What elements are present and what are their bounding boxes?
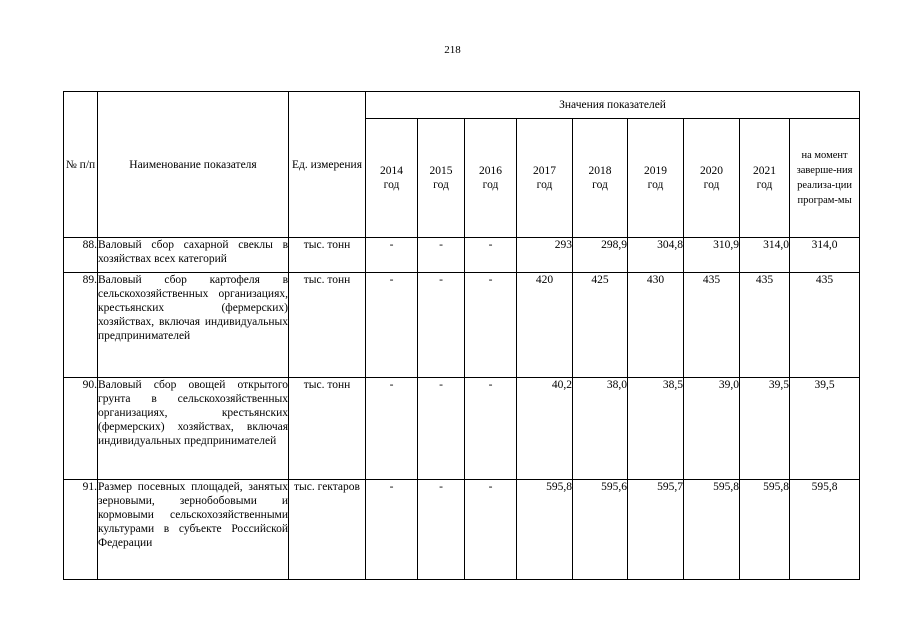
value-2017: 595,8 — [517, 480, 573, 580]
header-year-2018: 2018 год — [573, 119, 628, 238]
row-number: 88. — [64, 238, 98, 273]
value-2015: - — [418, 238, 465, 273]
indicator-name: Валовый сбор овощей открытого грунта в сельскохозяйственных организациях, крестьянских (фермерских) хозяйствах, включая индивидуальных предпринимателей — [98, 378, 289, 480]
indicator-unit: тыс. тонн — [289, 378, 366, 480]
header-year-2016: 2016 год — [465, 119, 517, 238]
table-row — [64, 480, 860, 580]
header-program-end: на момент заверше-ния реализа-ции програм-мы — [790, 119, 860, 238]
row-number: 91. — [64, 480, 98, 580]
value-2021: 595,8 — [740, 480, 790, 580]
value-program-end: 595,8 — [790, 480, 860, 580]
indicator-name: Валовый сбор картофеля в сельскохозяйственных организациях, крестьянских (фермерских) хозяйствах, включая индивидуальных предпринимателей — [98, 273, 289, 378]
value-2018: 425 — [573, 273, 628, 378]
indicators-table — [63, 91, 860, 580]
row-number: 90. — [64, 378, 98, 480]
value-2015: - — [418, 378, 465, 480]
header-num: № п/п — [64, 92, 98, 238]
value-2016: - — [465, 273, 517, 378]
value-program-end: 39,5 — [790, 378, 860, 480]
header-year-2020: 2020 год — [684, 119, 740, 238]
indicator-unit: тыс. гектаров — [289, 480, 366, 580]
header-values-group: Значения показателей — [366, 92, 860, 119]
value-2018: 595,6 — [573, 480, 628, 580]
value-2016: - — [465, 378, 517, 480]
value-2017: 293 — [517, 238, 573, 273]
value-2021: 39,5 — [740, 378, 790, 480]
value-2018: 38,0 — [573, 378, 628, 480]
value-2017: 40,2 — [517, 378, 573, 480]
value-2020: 435 — [684, 273, 740, 378]
header-year-2021: 2021 год — [740, 119, 790, 238]
value-2015: - — [418, 480, 465, 580]
table-row — [64, 238, 860, 273]
value-2014: - — [366, 378, 418, 480]
value-2015: - — [418, 273, 465, 378]
value-program-end: 314,0 — [790, 238, 860, 273]
header-year-2017: 2017 год — [517, 119, 573, 238]
value-2014: - — [366, 238, 418, 273]
indicator-unit: тыс. тонн — [289, 238, 366, 273]
value-2018: 298,9 — [573, 238, 628, 273]
value-2020: 39,0 — [684, 378, 740, 480]
header-year-2015: 2015 год — [418, 119, 465, 238]
value-2021: 435 — [740, 273, 790, 378]
header-year-2019: 2019 год — [628, 119, 684, 238]
value-2020: 310,9 — [684, 238, 740, 273]
value-2019: 430 — [628, 273, 684, 378]
value-2019: 595,7 — [628, 480, 684, 580]
table-row — [64, 378, 860, 480]
value-2019: 304,8 — [628, 238, 684, 273]
page-number: 218 — [444, 44, 461, 56]
indicator-unit: тыс. тонн — [289, 273, 366, 378]
value-2019: 38,5 — [628, 378, 684, 480]
value-2020: 595,8 — [684, 480, 740, 580]
value-2014: - — [366, 273, 418, 378]
header-name: Наименование показателя — [98, 92, 289, 238]
table-row — [64, 273, 860, 378]
value-2016: - — [465, 480, 517, 580]
value-2016: - — [465, 238, 517, 273]
value-program-end: 435 — [790, 273, 860, 378]
indicator-name: Валовый сбор сахарной свеклы в хозяйствах всех категорий — [98, 238, 289, 273]
header-year-2014: 2014 год — [366, 119, 418, 238]
header-unit: Ед. измерения — [289, 92, 366, 238]
value-2021: 314,0 — [740, 238, 790, 273]
value-2017: 420 — [517, 273, 573, 378]
indicator-name: Размер посевных площадей, занятых зерновыми, зернобобовыми и кормовыми сельскохозяйственными культурами в субъекте Российской Федерации — [98, 480, 289, 580]
value-2014: - — [366, 480, 418, 580]
row-number: 89. — [64, 273, 98, 378]
